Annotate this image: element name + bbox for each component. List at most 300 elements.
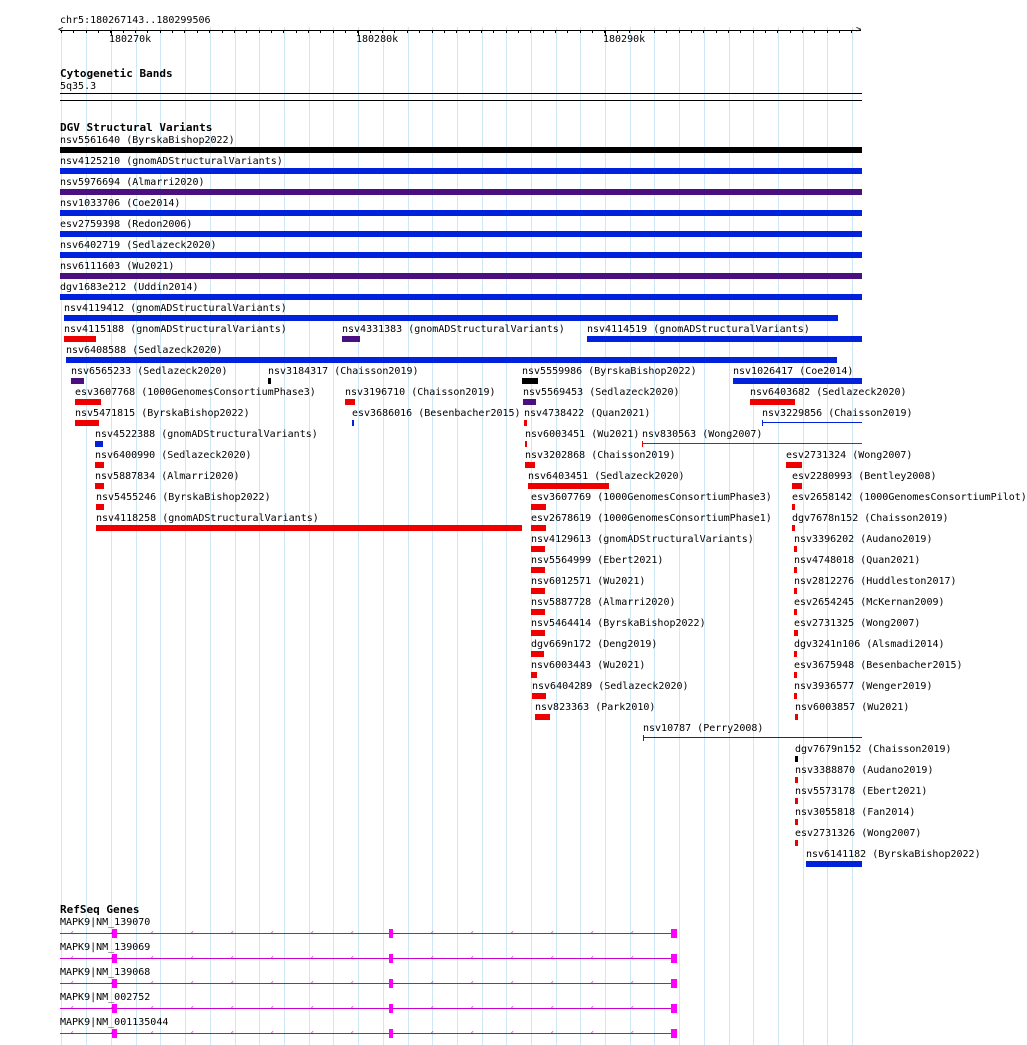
ruler-minor-tick <box>271 30 272 33</box>
strand-arrow: ‹ <box>510 953 515 962</box>
variant-label[interactable]: nsv830563 (Wong2007) <box>642 429 763 440</box>
ruler-minor-tick <box>394 30 395 33</box>
variant-bar[interactable] <box>525 462 535 468</box>
variant-label[interactable]: nsv3184317 (Chaisson2019) <box>268 366 419 377</box>
ruler-minor-tick <box>296 30 297 33</box>
strand-arrow: ‹ <box>70 953 75 962</box>
variant-label[interactable]: esv2658142 (1000GenomesConsortiumPilot) <box>792 492 1027 503</box>
variant-bar[interactable] <box>342 336 360 342</box>
cytoband-label: 5q35.3 <box>60 81 97 92</box>
strand-arrow: ‹ <box>110 978 115 987</box>
gene-exon[interactable] <box>671 979 677 988</box>
variant-label[interactable]: nsv3936577 (Wenger2019) <box>794 681 933 692</box>
ruler-minor-tick <box>604 30 605 33</box>
ruler-minor-tick <box>740 30 741 33</box>
gene-exon[interactable] <box>671 929 677 938</box>
variant-label[interactable]: nsv6003857 (Wu2021) <box>795 702 910 713</box>
ruler-minor-tick <box>567 30 568 33</box>
variant-label[interactable]: esv2731324 (Wong2007) <box>786 450 913 461</box>
variant-label[interactable]: nsv4114519 (gnomADStructuralVariants) <box>587 324 810 335</box>
variant-bar[interactable] <box>792 525 795 531</box>
variant-bar[interactable] <box>795 714 798 720</box>
variant-bar[interactable] <box>66 357 837 363</box>
variant-label[interactable]: nsv3202868 (Chaisson2019) <box>525 450 676 461</box>
variant-bar[interactable] <box>794 546 797 552</box>
variant-label[interactable]: nsv6003451 (Wu2021) <box>525 429 640 440</box>
strand-arrow: ‹ <box>310 978 315 987</box>
variant-label[interactable]: dgv7678n152 (Chaisson2019) <box>792 513 949 524</box>
strand-arrow: ‹ <box>510 928 515 937</box>
variant-bar[interactable] <box>95 441 103 447</box>
variant-bar[interactable] <box>96 525 522 531</box>
grid-line <box>457 27 458 1045</box>
variant-bar[interactable] <box>786 462 802 468</box>
strand-arrow: ‹ <box>630 1028 635 1037</box>
variant-bar[interactable] <box>531 672 537 678</box>
variant-bar[interactable] <box>352 420 354 426</box>
gene-exon[interactable] <box>671 1029 677 1038</box>
strand-arrow: ‹ <box>270 978 275 987</box>
strand-arrow: ‹ <box>390 953 395 962</box>
variant-bar[interactable] <box>762 422 862 423</box>
grid-line <box>408 27 409 1045</box>
variant-bar[interactable] <box>750 399 795 405</box>
strand-arrow: ‹ <box>350 953 355 962</box>
ruler-minor-tick <box>172 30 173 33</box>
variant-label[interactable]: nsv3388870 (Audano2019) <box>795 765 934 776</box>
variant-label[interactable]: dgv7679n152 (Chaisson2019) <box>795 744 952 755</box>
strand-arrow: ‹ <box>470 978 475 987</box>
strand-arrow: ‹ <box>350 1028 355 1037</box>
variant-label[interactable]: esv2731326 (Wong2007) <box>795 828 922 839</box>
ruler-minor-tick <box>753 30 754 33</box>
ruler-minor-tick <box>814 30 815 33</box>
strand-arrow: ‹ <box>270 1003 275 1012</box>
ruler-minor-tick <box>555 30 556 33</box>
strand-arrow: ‹ <box>270 953 275 962</box>
variant-label[interactable]: nsv3396202 (Audano2019) <box>794 534 933 545</box>
strand-arrow: ‹ <box>630 1003 635 1012</box>
grid-line <box>259 27 260 1045</box>
variant-label[interactable]: esv3607768 (1000GenomesConsortiumPhase3) <box>75 387 316 398</box>
strand-arrow: ‹ <box>470 928 475 937</box>
variant-bar[interactable] <box>268 378 271 384</box>
ruler-tick-label: 180270k <box>109 34 152 45</box>
variant-label[interactable]: nsv5976694 (Almarri2020) <box>60 177 205 188</box>
variant-bar[interactable] <box>795 798 798 804</box>
variant-bar-end <box>643 735 644 741</box>
strand-arrow: ‹ <box>270 928 275 937</box>
variant-bar-end <box>762 420 763 426</box>
ruler-minor-tick <box>629 30 630 33</box>
strand-arrow: ‹ <box>550 928 555 937</box>
variant-label[interactable]: nsv6003443 (Wu2021) <box>531 660 646 671</box>
strand-arrow: ‹ <box>190 978 195 987</box>
strand-arrow: ‹ <box>590 978 595 987</box>
variant-bar[interactable] <box>795 756 798 762</box>
strand-arrow: ‹ <box>390 928 395 937</box>
strand-arrow: ‹ <box>190 1028 195 1037</box>
variant-label[interactable]: nsv5464414 (ByrskaBishop2022) <box>531 618 706 629</box>
strand-arrow: ‹ <box>110 953 115 962</box>
variant-label[interactable]: nsv6408588 (Sedlazeck2020) <box>66 345 223 356</box>
variant-bar[interactable] <box>532 693 546 699</box>
variant-label[interactable]: nsv4125210 (gnomADStructuralVariants) <box>60 156 283 167</box>
ruler-minor-tick <box>370 30 371 33</box>
variant-label[interactable]: nsv5569453 (Sedlazeck2020) <box>523 387 680 398</box>
strand-arrow: ‹ <box>590 953 595 962</box>
grid-line <box>309 27 310 1045</box>
ruler-minor-tick <box>592 30 593 33</box>
strand-arrow: ‹ <box>230 978 235 987</box>
strand-arrow: ‹ <box>310 928 315 937</box>
strand-arrow: ‹ <box>430 1028 435 1037</box>
grid-line <box>482 27 483 1045</box>
variant-bar[interactable] <box>523 399 536 405</box>
variant-bar[interactable] <box>806 861 862 867</box>
variant-label[interactable]: nsv5887834 (Almarri2020) <box>95 471 240 482</box>
variant-bar[interactable] <box>531 504 546 510</box>
variant-bar[interactable] <box>525 441 527 447</box>
variant-bar[interactable] <box>531 525 546 531</box>
variant-bar[interactable] <box>60 294 862 300</box>
variant-bar[interactable] <box>60 273 862 279</box>
ruler-minor-tick <box>765 30 766 33</box>
strand-arrow: ‹ <box>430 1003 435 1012</box>
variant-label[interactable]: nsv4748018 (Quan2021) <box>794 555 921 566</box>
variant-label[interactable]: nsv5573178 (Ebert2021) <box>795 786 928 797</box>
variant-label[interactable]: nsv4738422 (Quan2021) <box>524 408 651 419</box>
ruler-tick-label: 180280k <box>356 34 399 45</box>
gene-label[interactable]: MAPK9|NM_139070 <box>60 917 151 928</box>
strand-arrow: ‹ <box>350 928 355 937</box>
variant-bar[interactable] <box>64 315 838 321</box>
variant-label[interactable]: nsv6141182 (ByrskaBishop2022) <box>806 849 981 860</box>
variant-label[interactable]: nsv6111603 (Wu2021) <box>60 261 175 272</box>
strand-arrow: ‹ <box>590 928 595 937</box>
grid-line <box>506 27 507 1045</box>
variant-label[interactable]: nsv3229856 (Chaisson2019) <box>762 408 913 419</box>
variant-bar[interactable] <box>587 336 862 342</box>
variant-bar[interactable] <box>60 231 862 237</box>
ruler-minor-tick <box>345 30 346 33</box>
variant-bar[interactable] <box>60 168 862 174</box>
variant-bar[interactable] <box>71 378 84 384</box>
variant-label[interactable]: dgv3241n106 (Alsmadi2014) <box>794 639 945 650</box>
ruler-minor-tick <box>110 30 111 33</box>
gene-exon[interactable] <box>671 954 677 963</box>
variant-bar[interactable] <box>531 546 545 552</box>
variant-bar[interactable] <box>95 462 104 468</box>
strand-arrow: ‹ <box>190 953 195 962</box>
strand-arrow: ‹ <box>190 1003 195 1012</box>
ruler-minor-tick <box>333 30 334 33</box>
ruler-minor-tick <box>197 30 198 33</box>
ruler-minor-tick <box>419 30 420 33</box>
variant-bar[interactable] <box>60 147 862 153</box>
variant-label[interactable]: esv2759398 (Redon2006) <box>60 219 193 230</box>
strand-arrow: ‹ <box>70 978 75 987</box>
variant-label[interactable]: nsv6402719 (Sedlazeck2020) <box>60 240 217 251</box>
strand-arrow: ‹ <box>590 1028 595 1037</box>
ruler-minor-tick <box>357 30 358 33</box>
variant-label[interactable]: nsv3055818 (Fan2014) <box>795 807 916 818</box>
gene-label[interactable]: MAPK9|NM_139068 <box>60 967 151 978</box>
variant-label[interactable]: esv3607769 (1000GenomesConsortiumPhase3) <box>531 492 772 503</box>
strand-arrow: ‹ <box>110 928 115 937</box>
ruler-minor-tick <box>839 30 840 33</box>
variant-bar[interactable] <box>524 420 527 426</box>
variant-bar[interactable] <box>792 483 802 489</box>
variant-bar[interactable] <box>794 651 797 657</box>
strand-arrow: ‹ <box>230 953 235 962</box>
variant-bar[interactable] <box>794 672 797 678</box>
variant-label[interactable]: dgv1683e212 (Uddin2014) <box>60 282 199 293</box>
strand-arrow: ‹ <box>630 928 635 937</box>
variant-bar[interactable] <box>794 567 797 573</box>
variant-bar[interactable] <box>642 443 862 444</box>
variant-label[interactable]: nsv5564999 (Ebert2021) <box>531 555 664 566</box>
strand-arrow: ‹ <box>510 1028 515 1037</box>
variant-bar[interactable] <box>95 483 104 489</box>
variant-bar[interactable] <box>531 609 545 615</box>
strand-arrow: ‹ <box>150 928 155 937</box>
variant-label[interactable]: nsv5561640 (ByrskaBishop2022) <box>60 135 235 146</box>
variant-label[interactable]: esv2280993 (Bentley2008) <box>792 471 937 482</box>
strand-arrow: ‹ <box>550 1003 555 1012</box>
ruler-minor-tick <box>320 30 321 33</box>
variant-label[interactable]: nsv4119412 (gnomADStructuralVariants) <box>64 303 287 314</box>
ruler-left-arrow: < <box>58 25 64 35</box>
variant-label[interactable]: nsv1026417 (Coe2014) <box>733 366 854 377</box>
ruler-minor-tick <box>790 30 791 33</box>
variant-label[interactable]: esv2731325 (Wong2007) <box>794 618 921 629</box>
ruler-minor-tick <box>469 30 470 33</box>
strand-arrow: ‹ <box>430 953 435 962</box>
strand-arrow: ‹ <box>230 1028 235 1037</box>
strand-arrow: ‹ <box>390 978 395 987</box>
variant-label[interactable]: nsv5455246 (ByrskaBishop2022) <box>96 492 271 503</box>
strand-arrow: ‹ <box>630 953 635 962</box>
strand-arrow: ‹ <box>230 1003 235 1012</box>
variant-label[interactable]: nsv4129613 (gnomADStructuralVariants) <box>531 534 754 545</box>
strand-arrow: ‹ <box>70 1028 75 1037</box>
dgv-track-title[interactable]: DGV Structural Variants <box>60 121 213 134</box>
variant-bar[interactable] <box>64 336 96 342</box>
variant-bar[interactable] <box>531 588 545 594</box>
strand-arrow: ‹ <box>550 978 555 987</box>
ruler-minor-tick <box>147 30 148 33</box>
ruler-minor-tick <box>135 30 136 33</box>
variant-bar[interactable] <box>795 777 798 783</box>
variant-bar-end <box>642 441 643 447</box>
variant-bar[interactable] <box>345 399 355 405</box>
variant-label[interactable]: nsv4522388 (gnomADStructuralVariants) <box>95 429 318 440</box>
ruler-minor-tick <box>666 30 667 33</box>
strand-arrow: ‹ <box>310 1003 315 1012</box>
variant-label[interactable]: nsv4331383 (gnomADStructuralVariants) <box>342 324 565 335</box>
refseq-track-title[interactable]: RefSeq Genes <box>60 903 140 916</box>
strand-arrow: ‹ <box>390 1003 395 1012</box>
variant-bar[interactable] <box>792 504 795 510</box>
strand-arrow: ‹ <box>630 978 635 987</box>
variant-label[interactable]: nsv6404289 (Sedlazeck2020) <box>532 681 689 692</box>
variant-label[interactable]: nsv5559986 (ByrskaBishop2022) <box>522 366 697 377</box>
variant-label[interactable]: dgv669n172 (Deng2019) <box>531 639 658 650</box>
strand-arrow: ‹ <box>590 1003 595 1012</box>
variant-bar[interactable] <box>794 693 797 699</box>
ruler-minor-tick <box>234 30 235 33</box>
strand-arrow: ‹ <box>550 953 555 962</box>
ruler-minor-tick <box>481 30 482 33</box>
ruler-minor-tick <box>703 30 704 33</box>
strand-arrow: ‹ <box>70 928 75 937</box>
strand-arrow: ‹ <box>510 1003 515 1012</box>
variant-label[interactable]: nsv4118258 (gnomADStructuralVariants) <box>96 513 319 524</box>
variant-label[interactable]: nsv6565233 (Sedlazeck2020) <box>71 366 228 377</box>
ruler-minor-tick <box>716 30 717 33</box>
strand-arrow: ‹ <box>470 953 475 962</box>
variant-bar[interactable] <box>60 252 862 258</box>
ruler-minor-tick <box>86 30 87 33</box>
ruler-tick-label: 180290k <box>603 34 646 45</box>
variant-bar[interactable] <box>733 378 862 384</box>
strand-arrow: ‹ <box>470 1028 475 1037</box>
ruler-minor-tick <box>382 30 383 33</box>
strand-arrow: ‹ <box>390 1028 395 1037</box>
strand-arrow: ‹ <box>150 953 155 962</box>
region-label: chr5:180267143..180299506 <box>60 15 211 26</box>
strand-arrow: ‹ <box>110 1003 115 1012</box>
variant-bar[interactable] <box>794 609 797 615</box>
variant-bar[interactable] <box>531 630 545 636</box>
grid-line <box>432 27 433 1045</box>
variant-bar[interactable] <box>535 714 550 720</box>
variant-label[interactable]: esv3686016 (Besenbacher2015) <box>352 408 521 419</box>
variant-label[interactable]: nsv2812276 (Huddleston2017) <box>794 576 957 587</box>
variant-bar[interactable] <box>531 567 545 573</box>
variant-bar[interactable] <box>794 588 797 594</box>
grid-line <box>235 27 236 1045</box>
variant-label[interactable]: nsv1033706 (Coe2014) <box>60 198 181 209</box>
strand-arrow: ‹ <box>110 1028 115 1037</box>
ruler-minor-tick <box>123 30 124 33</box>
ruler-minor-tick <box>407 30 408 33</box>
variant-bar[interactable] <box>528 483 609 489</box>
variant-bar[interactable] <box>75 420 99 426</box>
grid-line <box>333 27 334 1045</box>
grid-line <box>383 27 384 1045</box>
variant-bar[interactable] <box>75 399 101 405</box>
ruler-minor-tick <box>493 30 494 33</box>
ruler-minor-tick <box>641 30 642 33</box>
gene-label[interactable]: MAPK9|NM_139069 <box>60 942 151 953</box>
strand-arrow: ‹ <box>270 1028 275 1037</box>
ruler-minor-tick <box>617 30 618 33</box>
strand-arrow: ‹ <box>70 1003 75 1012</box>
variant-label[interactable]: nsv6012571 (Wu2021) <box>531 576 646 587</box>
ruler-minor-tick <box>802 30 803 33</box>
gene-label[interactable]: MAPK9|NM_001135044 <box>60 1017 169 1028</box>
variant-bar[interactable] <box>794 630 798 636</box>
ruler-minor-tick <box>777 30 778 33</box>
strand-arrow: ‹ <box>190 928 195 937</box>
variant-label[interactable]: nsv6400990 (Sedlazeck2020) <box>95 450 252 461</box>
strand-arrow: ‹ <box>430 978 435 987</box>
variant-bar[interactable] <box>60 210 862 216</box>
strand-arrow: ‹ <box>310 1028 315 1037</box>
cytoband-top-line <box>60 93 862 94</box>
ruler-minor-tick <box>456 30 457 33</box>
ruler-minor-tick <box>259 30 260 33</box>
ruler-minor-tick <box>679 30 680 33</box>
ruler-minor-tick <box>518 30 519 33</box>
variant-label[interactable]: esv2678619 (1000GenomesConsortiumPhase1) <box>531 513 772 524</box>
ruler-minor-tick <box>580 30 581 33</box>
ruler-minor-tick <box>543 30 544 33</box>
ruler-minor-tick <box>530 30 531 33</box>
variant-bar[interactable] <box>795 840 798 846</box>
variant-label[interactable]: esv3675948 (Besenbacher2015) <box>794 660 963 671</box>
variant-label[interactable]: nsv4115188 (gnomADStructuralVariants) <box>64 324 287 335</box>
strand-arrow: ‹ <box>350 978 355 987</box>
cytoband-bottom-line <box>60 100 862 101</box>
ruler-minor-tick <box>222 30 223 33</box>
strand-arrow: ‹ <box>150 1028 155 1037</box>
variant-bar[interactable] <box>522 378 538 384</box>
ruler-minor-tick <box>73 30 74 33</box>
strand-arrow: ‹ <box>150 1003 155 1012</box>
ruler-minor-tick <box>506 30 507 33</box>
variant-bar[interactable] <box>795 819 798 825</box>
variant-bar[interactable] <box>643 737 862 738</box>
strand-arrow: ‹ <box>310 953 315 962</box>
variant-label[interactable]: nsv5887728 (Almarri2020) <box>531 597 676 608</box>
variant-label[interactable]: nsv823363 (Park2010) <box>535 702 656 713</box>
variant-bar[interactable] <box>531 651 544 657</box>
variant-label[interactable]: nsv6403682 (Sedlazeck2020) <box>750 387 907 398</box>
ruler-minor-tick <box>691 30 692 33</box>
strand-arrow: ‹ <box>350 1003 355 1012</box>
variant-label[interactable]: nsv10787 (Perry2008) <box>643 723 764 734</box>
variant-label[interactable]: nsv3196710 (Chaisson2019) <box>345 387 496 398</box>
variant-label[interactable]: nsv6403451 (Sedlazeck2020) <box>528 471 685 482</box>
variant-bar[interactable] <box>60 189 862 195</box>
strand-arrow: ‹ <box>550 1028 555 1037</box>
ruler-minor-tick <box>444 30 445 33</box>
ruler-minor-tick <box>308 30 309 33</box>
gene-label[interactable]: MAPK9|NM_002752 <box>60 992 151 1003</box>
cytoband-track-title[interactable]: Cytogenetic Bands <box>60 67 173 80</box>
grid-line <box>210 27 211 1045</box>
ruler-right-arrow: > <box>856 25 862 35</box>
strand-arrow: ‹ <box>150 978 155 987</box>
ruler-minor-tick <box>160 30 161 33</box>
ruler-minor-tick <box>432 30 433 33</box>
ruler-minor-tick <box>827 30 828 33</box>
variant-label[interactable]: esv2654245 (McKernan2009) <box>794 597 945 608</box>
ruler-minor-tick <box>654 30 655 33</box>
strand-arrow: ‹ <box>510 978 515 987</box>
gene-exon[interactable] <box>671 1004 677 1013</box>
ruler-minor-tick <box>851 30 852 33</box>
grid-line <box>358 27 359 1045</box>
variant-bar[interactable] <box>96 504 104 510</box>
ruler-minor-tick <box>283 30 284 33</box>
strand-arrow: ‹ <box>430 928 435 937</box>
variant-label[interactable]: nsv5471815 (ByrskaBishop2022) <box>75 408 250 419</box>
ruler-minor-tick <box>246 30 247 33</box>
